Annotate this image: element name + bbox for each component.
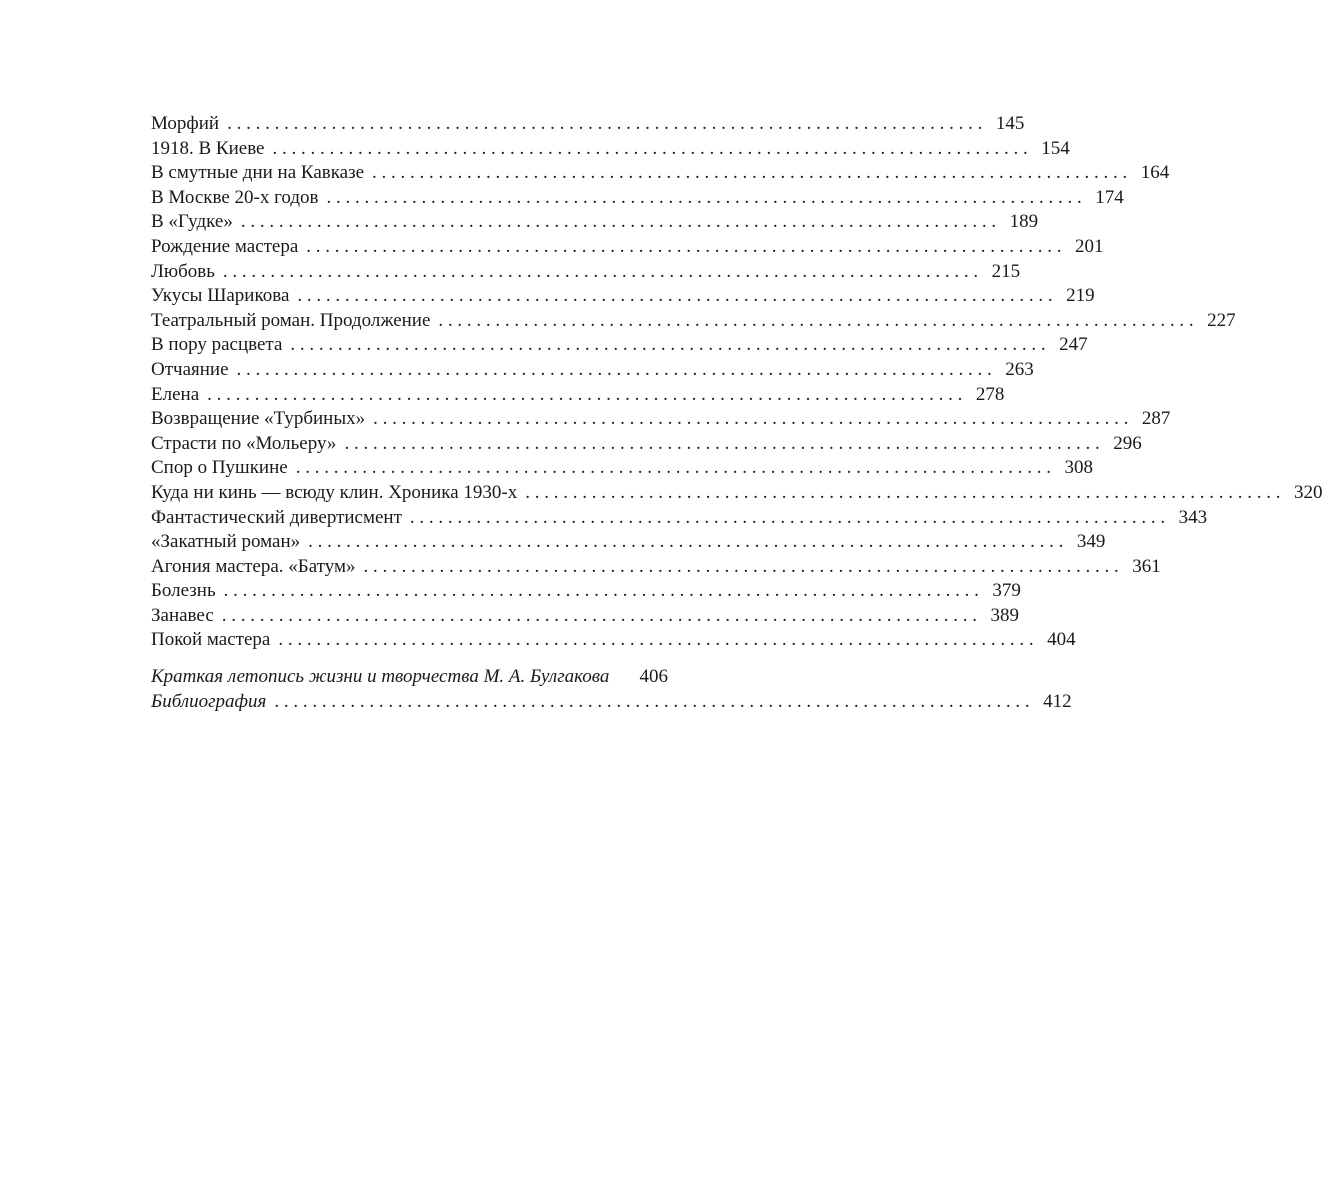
toc-dot-leader: . . . . . . . . . . . . . . . . . . . . . . . . . . . . . . . . . . . . . . . . . . . . . . . . . . . . . . . . . . . . . . . . . . . . . . . . . . . . . . . . [295, 457, 1051, 479]
toc-entry-title: В пору расцвета [151, 334, 283, 356]
toc-dot-leader: . . . . . . . . . . . . . . . . . . . . . . . . . . . . . . . . . . . . . . . . . . . . . . . . . . . . . . . . . . . . . . . . . . . . . . . . . . . . . . . . [373, 408, 1129, 430]
toc-entry[interactable] [151, 456, 1093, 481]
toc-entry[interactable] [151, 555, 1161, 580]
toc-entry[interactable] [151, 407, 1171, 432]
toc-entry[interactable] [151, 260, 1021, 285]
toc-dot-leader: . . . . . . . . . . . . . . . . . . . . . . . . . . . . . . . . . . . . . . . . . . . . . . . . . . . . . . . . . . . . . . . . . . . . . . . . . . . . . . . . [438, 309, 1194, 331]
toc-entry-title: Болезнь [151, 580, 216, 602]
toc-entry-page-number: 287 [1141, 408, 1171, 430]
toc-entry-page-number: 201 [1075, 235, 1104, 257]
toc-entry-page-number: 296 [1113, 432, 1142, 454]
toc-entry[interactable] [151, 309, 1236, 334]
toc-entry[interactable] [151, 358, 1034, 383]
toc-entry-page-number: 361 [1132, 555, 1161, 577]
toc-entry[interactable] [151, 210, 1039, 235]
toc-entry[interactable] [151, 579, 1021, 604]
toc-entry-page-number: 379 [992, 580, 1021, 602]
toc-entry-title: Занавес [151, 604, 214, 626]
toc-entry-title: Страсти по «Мольеру» [151, 432, 337, 454]
toc-dot-leader: . . . . . . . . . . . . . . . . . . . . . . . . . . . . . . . . . . . . . . . . . . . . . . . . . . . . . . . . . . . . . . . . . . . . . . . . . . . . . . . . [240, 211, 997, 233]
toc-entry[interactable] [151, 333, 1088, 358]
table-of-contents [151, 112, 1322, 714]
toc-dot-leader: . . . . . . . . . . . . . . . . . . . . . . . . . . . . . . . . . . . . . . . . . . . . . . . . . . . . . . . . . . . . . . . . . . . . . . . . . . . . . . . . [223, 580, 979, 602]
toc-entry[interactable] [151, 506, 1208, 531]
toc-dot-leader: . . . . . . . . . . . . . . . . . . . . . . . . . . . . . . . . . . . . . . . . . . . . . . . . . . . . . . . . . . . . . . . . . . . . . . . . . . . . . . . . [308, 531, 1064, 553]
toc-entry-title: 1918. В Киеве [151, 137, 265, 159]
toc-entry-title: В «Гудке» [151, 211, 233, 233]
toc-entry-page-number: 215 [991, 260, 1021, 282]
toc-entry[interactable] [151, 186, 1124, 211]
toc-entry[interactable] [151, 383, 1005, 408]
toc-dot-leader: . . . . . . . . . . . . . . . . . . . . . . . . . . . . . . . . . . . . . . . . . . . . . . . . . . . . . . . . . . . . . . . . . . . . . . . . . . . . . . . . [274, 690, 1030, 712]
toc-dot-leader: . . . . . . . . . . . . . . . . . . . . . . . . . . . . . . . . . . . . . . . . . . . . . . . . . . . . . . . . . . . . . . . . . . . . . . . . . . . . . . . . [326, 186, 1082, 208]
toc-dot-leader: . . . . . . . . . . . . . . . . . . . . . . . . . . . . . . . . . . . . . . . . . . . . . . . . . . . . . . . . . . . . . . . . . . . . . . . . . . . . . . . . [207, 383, 963, 405]
toc-entry-title: Агония мастера. «Батум» [151, 555, 356, 577]
toc-entry-title: Спор о Пушкине [151, 457, 288, 479]
toc-entry[interactable] [151, 112, 1025, 137]
toc-entry-title: Куда ни кинь — всюду клин. Хроника 1930-х [151, 481, 518, 503]
toc-entry-page-number: 219 [1066, 285, 1095, 307]
toc-entry[interactable] [151, 432, 1142, 457]
toc-entry-title: Фантастический дивертисмент [151, 506, 402, 528]
toc-entry-title: Рождение мастера [151, 235, 299, 257]
toc-appendix-section [151, 665, 1072, 714]
toc-dot-leader: . . . . . . . . . . . . . . . . . . . . . . . . . . . . . . . . . . . . . . . . . . . . . . . . . . . . . . . . . . . . . . . . . . . . . . . . . . . . . . . . [221, 604, 978, 626]
toc-entry-page-number: 404 [1047, 629, 1076, 651]
toc-entry-page-number: 227 [1207, 309, 1236, 331]
toc-entry-title: В смутные дни на Кавказе [151, 162, 365, 184]
toc-entry-title: Елена [151, 383, 200, 405]
toc-entry-title: «Закатный роман» [151, 531, 301, 553]
toc-section-gap [151, 653, 668, 665]
toc-entry-page-number: 389 [990, 604, 1020, 626]
toc-entry-title: Библиография [151, 690, 267, 712]
toc-dot-leader: . . . . . . . . . . . . . . . . . . . . . . . . . . . . . . . . . . . . . . . . . . . . . . . . . . . . . . . . . . . . . . . . . . . . . . . . . . . . . . . . [227, 113, 983, 134]
toc-entry[interactable] [151, 628, 1076, 653]
toc-entry-page-number: 278 [975, 383, 1005, 405]
toc-entry-page-number: 349 [1076, 531, 1106, 553]
toc-entry-title: Театральный роман. Продолжение [151, 309, 431, 331]
toc-entry-title: Любовь [151, 260, 215, 282]
toc-entry[interactable] [151, 530, 1106, 555]
toc-entry-page-number: 308 [1064, 457, 1093, 479]
toc-entry[interactable] [151, 665, 668, 690]
toc-dot-leader: . . . . . . . . . . . . . . . . . . . . . . . . . . . . . . . . . . . . . . . . . . . . . . . . . . . . . . . . . . . . . . . . . . . . . . . . . . . . . . . . [297, 285, 1053, 307]
toc-entry-page-number: 154 [1041, 137, 1070, 159]
toc-entry-title: Морфий [151, 113, 220, 134]
toc-entry-title: Отчаяние [151, 358, 229, 380]
toc-dot-leader: . . . . . . . . . . . . . . . . . . . . . . . . . . . . . . . . . . . . . . . . . . . . . . . . . . . . . . . . . . . . . . . . . . . . . . . . . . . . . . . . [222, 260, 979, 282]
toc-entry-page-number: 145 [995, 113, 1025, 134]
toc-dot-leader: . . . . . . . . . . . . . . . . . . . . . . . . . . . . . . . . . . . . . . . . . . . . . . . . . . . . . . . . . . . . . . . . . . . . . . . . . . . . . . . . [272, 137, 1028, 159]
toc-entry-page-number: 247 [1059, 334, 1088, 356]
toc-dot-leader: . . . . . . . . . . . . . . . . . . . . . . . . . . . . . . . . . . . . . . . . . . . . . . . . . . . . . . . . . . . . . . . . . . . . . . . . . . . . . . . . [306, 235, 1062, 257]
toc-dot-leader: . . . . . . . . . . . . . . . . . . . . . . . . . . . . . . . . . . . . . . . . . . . . . . . . . . . . . . . . . . . . . . . . . . . . . . . . . . . . . . . . [363, 555, 1119, 577]
toc-dot-leader: . . . . . . . . . . . . . . . . . . . . . . . . . . . . . . . . . . . . . . . . . . . . . . . . . . . . . . . . . . . . . . . . . . . . . . . . . . . . . . . . [372, 162, 1128, 184]
toc-dot-leader: . . . . . . . . . . . . . . . . . . . . . . . . . . . . . . . . . . . . . . . . . . . . . . . . . . . . . . . . . . . . . . . . . . . . . . . . . . . . . . . . [278, 629, 1034, 651]
toc-dot-leader: . . . . . . . . . . . . . . . . . . . . . . . . . . . . . . . . . . . . . . . . . . . . . . . . . . . . . . . . . . . . . . . . . . . . . . . . . . . . . . . . [344, 432, 1100, 454]
toc-entry[interactable] [151, 137, 1070, 162]
toc-main-section [151, 112, 1322, 653]
toc-entry[interactable] [151, 235, 1104, 260]
toc-entry-page-number: 263 [1005, 358, 1034, 380]
toc-dot-leader: . . . . . . . . . . . . . . . . . . . . . . . . . . . . . . . . . . . . . . . . . . . . . . . . . . . . . . . . . . . . . . . . . . . . . . . . . . . . . . . . [236, 358, 992, 380]
toc-entry[interactable] [151, 604, 1020, 629]
toc-entry-title: Укусы Шарикова [151, 285, 290, 307]
toc-entry-title: Краткая летопись жизни и творчества М. А. Булгакова [151, 666, 610, 688]
toc-entry-page-number: 164 [1140, 162, 1170, 184]
toc-entry-page-number: 343 [1178, 506, 1208, 528]
toc-entry[interactable] [151, 481, 1322, 506]
toc-dot-leader: . . . . . . . . . . . . . . . . . . . . . . . . . . . . . . . . . . . . . . . . . . . . . . . . . . . . . . . . . . . . . . . . . . . . . . . . . . . . . . . . [409, 506, 1166, 528]
toc-entry-title: В Москве 20-х годов [151, 186, 319, 208]
toc-dot-leader: . . . . . . . . . . . . . . . . . . . . . . . . . . . . . . . . . . . . . . . . . . . . . . . . . . . . . . . . . . . . . . . . . . . . . . . . . . . . . . . . [525, 481, 1281, 503]
toc-entry-page-number: 412 [1043, 690, 1072, 712]
toc-entry-page-number: 174 [1095, 186, 1124, 208]
toc-entry[interactable] [151, 690, 1072, 715]
toc-entry-title: Возвращение «Турбиных» [151, 408, 366, 430]
toc-entry[interactable] [151, 161, 1170, 186]
toc-entry-page-number: 320 [1293, 481, 1322, 503]
toc-entry[interactable] [151, 284, 1095, 309]
toc-entry-page-number: 189 [1009, 211, 1039, 233]
toc-entry-title: Покой мастера [151, 629, 271, 651]
toc-entry-page-number: 406 [639, 666, 668, 688]
toc-dot-leader: . . . . . . . . . . . . . . . . . . . . . . . . . . . . . . . . . . . . . . . . . . . . . . . . . . . . . . . . . . . . . . . . . . . . . . . . . . . . . . . . [290, 334, 1046, 356]
